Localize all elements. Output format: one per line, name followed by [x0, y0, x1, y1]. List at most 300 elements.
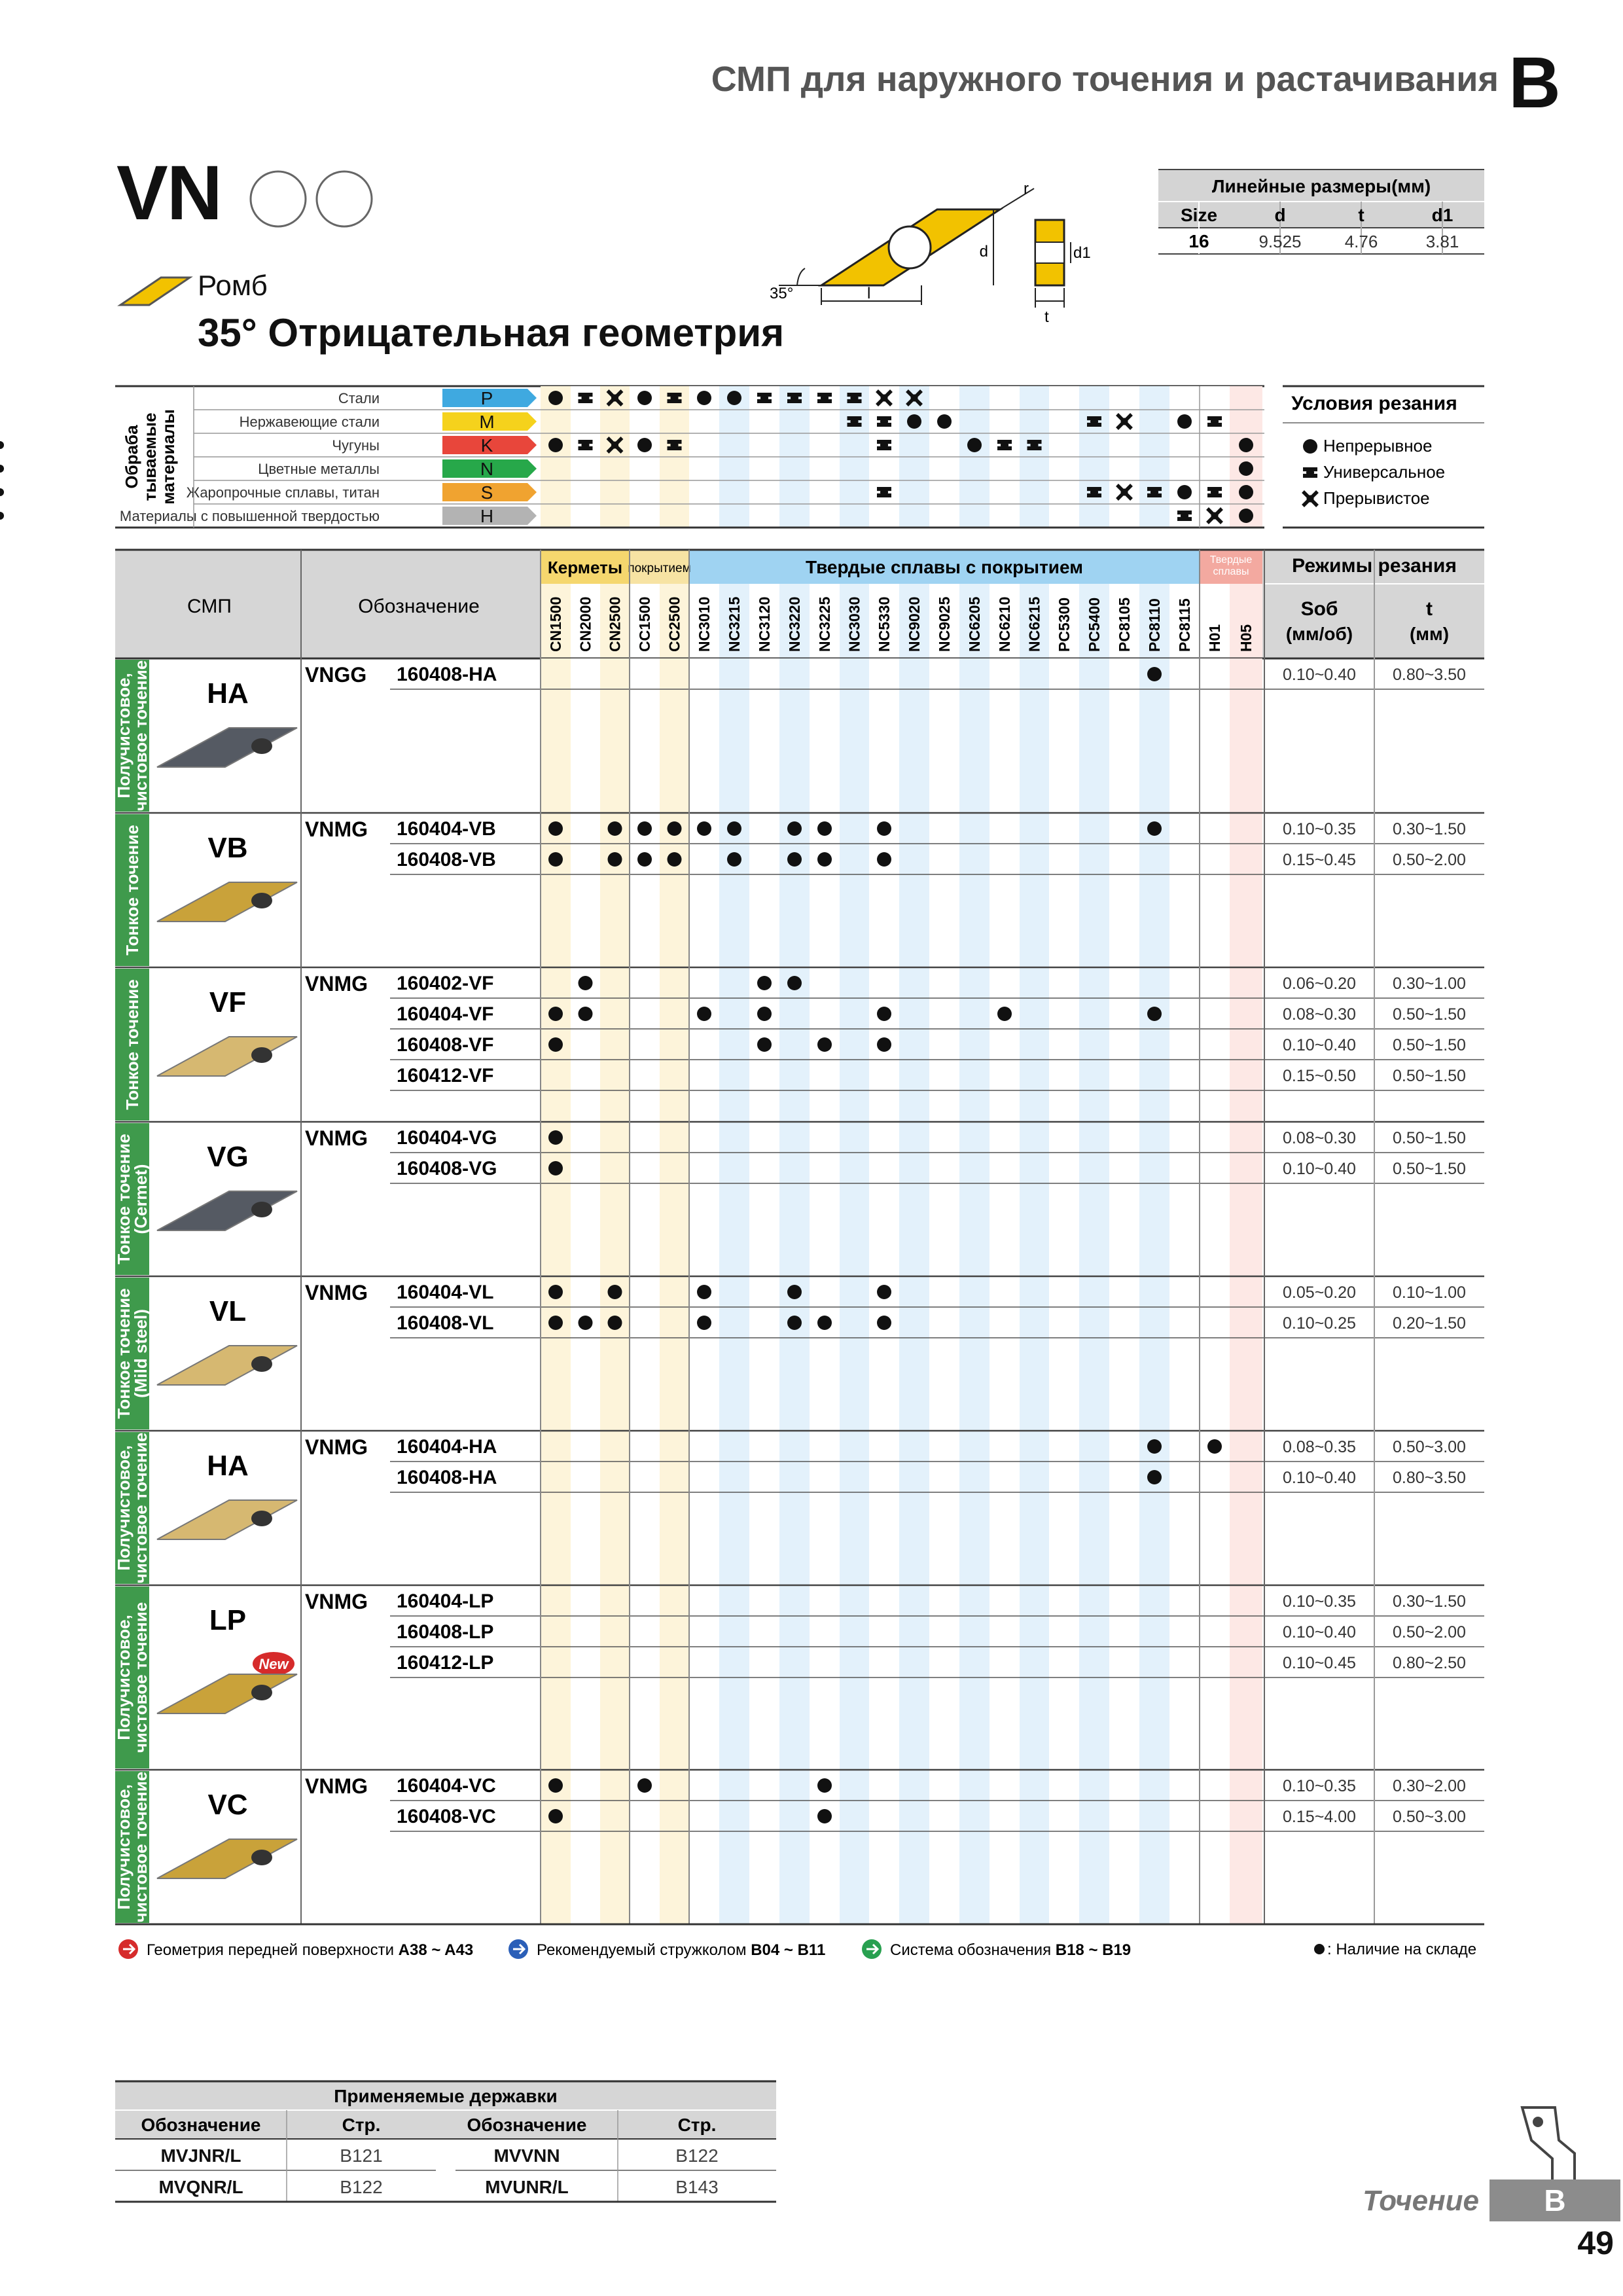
group-side-line: Тонкое точение [114, 1134, 134, 1265]
mat-symbol [1239, 461, 1253, 476]
holders-title: Применяемые державки [334, 2086, 558, 2106]
stock-dot [697, 1007, 711, 1021]
group-side-label [114, 1433, 151, 1583]
insert-hole [251, 738, 272, 754]
grade-label: PC8110 [1146, 598, 1163, 652]
designation: 160408-VC [397, 1806, 496, 1827]
grade-label: CC2500 [666, 596, 683, 652]
group-side-label [114, 1602, 151, 1753]
group-side-label [114, 660, 151, 811]
stock-dot [1147, 821, 1162, 836]
feed-value: 0.10~0.40 [1283, 1036, 1356, 1054]
section-letter: B [1508, 43, 1561, 123]
holders-header: Стр. [677, 2115, 717, 2135]
material-code: N [480, 459, 494, 479]
designation-prefix: VNMG [305, 1435, 368, 1459]
grade-label: NC6210 [996, 596, 1013, 652]
insert-picture [157, 882, 297, 922]
grade-col-bg [660, 658, 689, 1924]
insert-hole [251, 1511, 272, 1526]
stock-dot [637, 852, 652, 867]
insert-picture [157, 1500, 297, 1539]
stock-dot [727, 821, 741, 836]
feed-value: 0.15~0.45 [1283, 851, 1356, 869]
stock-dot [608, 821, 622, 836]
stock-dot [697, 821, 711, 836]
designation: 160408-VB [397, 849, 496, 870]
material-name: Нержавеющие стали [239, 414, 380, 430]
mat-symbol [697, 391, 711, 405]
mat-symbol [548, 438, 563, 452]
stock-dot [787, 821, 802, 836]
insert-diagram [759, 177, 1113, 327]
new-badge-label: New [259, 1656, 289, 1672]
grade-label: CN1500 [547, 596, 564, 652]
group-side-line: Получистовое, [114, 1445, 134, 1571]
stock-dot [697, 1285, 711, 1299]
stock-dot [579, 976, 593, 990]
mat-symbol [548, 391, 563, 405]
grade-col-bg [929, 658, 959, 1924]
stock-dot [877, 1037, 891, 1052]
dims-d1: 3.81 [1425, 232, 1459, 251]
mat-symbol-core [0, 488, 4, 496]
stock-dot [787, 976, 802, 990]
page-number: 49 [1577, 2225, 1614, 2261]
insert-code: LP [209, 1604, 247, 1636]
group-side-line: чистовое точение [131, 1771, 151, 1923]
stock-dot [548, 1007, 563, 1021]
grade-label: NC3010 [696, 596, 713, 652]
designation: 160404-LP [397, 1590, 494, 1612]
group-carbide-word: Твердые [1209, 554, 1253, 565]
depth-value: 0.50~1.50 [1393, 1005, 1466, 1024]
grade-label: H01 [1206, 624, 1223, 652]
grade-col-bg [1049, 658, 1079, 1924]
condition-symbol [1303, 492, 1317, 506]
depth-value: 0.10~1.00 [1393, 1283, 1466, 1302]
feed-value: 0.10~0.25 [1283, 1314, 1356, 1333]
designation-prefix: VNMG [305, 1774, 368, 1798]
stock-dot [877, 821, 891, 836]
dims-h-d1: d1 [1431, 205, 1454, 225]
stock-dot [548, 1809, 563, 1823]
group-coated: покрытием [628, 562, 691, 575]
stock-dot [579, 1316, 593, 1330]
depth-value: 0.50~2.00 [1393, 851, 1466, 869]
grade-label: NC6215 [1026, 596, 1043, 652]
stock-dot [757, 1037, 772, 1052]
insert-hole [251, 1850, 272, 1865]
grade-label: NC5330 [876, 596, 893, 652]
designation: 160408-HA [397, 664, 497, 685]
group-side-label [114, 1772, 151, 1922]
grade-col-bg [959, 658, 990, 1924]
stock-dot [817, 1809, 832, 1823]
dims-h-size: Size [1180, 205, 1218, 225]
designation-prefix: VNMG [305, 1281, 368, 1304]
insert-picture [157, 1037, 297, 1076]
stock-dot [817, 852, 832, 867]
grade-label: NC3120 [756, 596, 773, 652]
references-bar [0, 1931, 1623, 1970]
mat-symbol [637, 391, 652, 405]
dimensions-table [1158, 169, 1486, 258]
stock-dot [787, 1316, 802, 1330]
depth-value: 0.80~3.50 [1393, 666, 1466, 684]
group-side-label [122, 979, 142, 1109]
insert-picture [157, 1839, 297, 1878]
stock-dot [877, 852, 891, 867]
feed-value: 0.10~0.40 [1283, 1623, 1356, 1641]
stock-dot [787, 1285, 802, 1299]
designation: 160404-VG [397, 1127, 497, 1149]
t-label: t [1426, 598, 1433, 620]
designation: 160404-VB [397, 818, 496, 840]
material-name: Цветные металлы [258, 461, 380, 477]
grade-col-bg [1079, 658, 1109, 1924]
stock-dot [668, 821, 682, 836]
depth-value: 0.80~2.50 [1393, 1654, 1466, 1672]
group-side-line: Тонкое точение [122, 979, 142, 1110]
stock-dot [727, 852, 741, 867]
stock-dot [1147, 1007, 1162, 1021]
designation: 160412-LP [397, 1652, 494, 1674]
reference-text: Рекомендуемый стружколом [537, 1941, 751, 1959]
stock-dot [817, 1316, 832, 1330]
diagram-l: l [867, 285, 871, 302]
stock-note: : Наличие на складе [1327, 1941, 1477, 1958]
insert-hole [251, 893, 272, 908]
stock-dot [637, 1778, 652, 1793]
insert-code: VF [209, 986, 247, 1018]
shape-label: Ромб [198, 270, 268, 302]
mat-symbol [1239, 509, 1253, 523]
grade-label: PC8115 [1176, 598, 1193, 652]
mat-symbol [0, 512, 4, 520]
insert-picture [157, 1191, 297, 1230]
mat-symbol [1177, 414, 1192, 429]
mat-symbol [967, 438, 982, 452]
insert-code: HA [207, 677, 249, 709]
material-name: Чугуны [332, 437, 380, 454]
depth-value: 0.20~1.50 [1393, 1314, 1466, 1333]
material-code: S [480, 482, 493, 503]
mat-symbol [907, 414, 921, 429]
grade-col-bg [1109, 658, 1139, 1924]
designation: 160408-VF [397, 1034, 494, 1056]
stock-dot [877, 1316, 891, 1330]
feed-value: 0.06~0.20 [1283, 975, 1356, 993]
group-carbide-coated: Твердые сплавы с покрытием [806, 557, 1083, 577]
mat-symbol [637, 438, 652, 452]
mat-symbol [1239, 438, 1253, 452]
grade-col-bg [1169, 658, 1200, 1924]
depth-value: 0.80~3.50 [1393, 1469, 1466, 1487]
feed-value: 0.10~0.45 [1283, 1654, 1356, 1672]
grade-label: PC5300 [1056, 597, 1073, 652]
material-side-label [122, 409, 178, 505]
holders-header: Обозначение [467, 2115, 587, 2135]
reference-text: Геометрия передней поверхности [147, 1941, 399, 1959]
mat-symbol [937, 414, 952, 429]
feed-value: 0.08~0.30 [1283, 1129, 1356, 1147]
condition-label: Прерывистое [1323, 488, 1430, 508]
grade-col-bg [571, 658, 600, 1924]
feed-value: 0.15~4.00 [1283, 1808, 1356, 1826]
designation: 160408-VG [397, 1158, 497, 1179]
holders-table [115, 2080, 783, 2211]
feed-value: 0.08~0.30 [1283, 1005, 1356, 1024]
grade-col-bg [1020, 658, 1049, 1924]
designation: 160408-VL [397, 1312, 494, 1334]
material-code: K [480, 435, 493, 456]
holder-code: MVJNR/L [160, 2145, 241, 2166]
depth-value: 0.30~2.00 [1393, 1777, 1466, 1795]
holder-page: B122 [675, 2145, 719, 2166]
holder-page: B121 [340, 2145, 383, 2166]
holder-code: MVUNR/L [485, 2177, 569, 2197]
grade-label: CN2000 [577, 596, 594, 652]
material-code: M [479, 412, 495, 432]
reference-pages: A38 ~ A43 [398, 1941, 474, 1959]
material-side-word: Обраба [122, 425, 141, 489]
group-side-line: чистовое точение [131, 660, 151, 812]
dims-title: Линейные размеры(мм) [1211, 176, 1431, 196]
mat-symbol [0, 441, 4, 449]
stock-dot [548, 1130, 563, 1145]
stock-dot [548, 852, 563, 867]
stock-dot [1147, 1439, 1162, 1454]
stock-dot [548, 1285, 563, 1299]
group-side-line: Тонкое точение [122, 825, 142, 956]
designation: 160408-HA [397, 1467, 497, 1488]
insert-hole [251, 1685, 272, 1700]
insert-picture [157, 1346, 297, 1385]
stock-dot [697, 1316, 711, 1330]
depth-value: 0.50~3.00 [1393, 1438, 1466, 1456]
group-side-line: Получистовое, [114, 1784, 134, 1910]
grade-label: PC5400 [1086, 597, 1103, 652]
mat-symbol-core [0, 465, 4, 473]
insert-code: VC [207, 1789, 248, 1821]
page-header: СМП для наружного точения и растачивания [711, 60, 1499, 99]
grade-col-bg [719, 658, 749, 1924]
col-designation: Обозначение [358, 596, 480, 617]
grade-label: NC3225 [816, 596, 833, 652]
col-smp: СМП [187, 596, 232, 617]
product-code: VN [116, 150, 221, 236]
insert-hole [251, 1202, 272, 1217]
designation: 160404-VC [397, 1775, 496, 1797]
condition-symbol [1303, 469, 1317, 476]
group-carbide [1210, 554, 1253, 577]
grade-label: PC8105 [1116, 597, 1133, 652]
depth-value: 0.30~1.50 [1393, 820, 1466, 838]
feed-value: 0.10~0.35 [1283, 1592, 1356, 1611]
stock-dot [817, 1037, 832, 1052]
feed-value: 0.10~0.40 [1283, 1469, 1356, 1487]
geometry-label: 35° Отрицательная геометрия [198, 311, 785, 355]
stock-dot [548, 1037, 563, 1052]
grade-col-bg [840, 658, 869, 1924]
designation: 160404-VF [397, 1003, 494, 1025]
grade-col-bg [990, 658, 1020, 1924]
turning-tool-icon [1516, 2101, 1588, 2186]
depth-value: 0.30~1.50 [1393, 1592, 1466, 1611]
stock-dot [877, 1007, 891, 1021]
material-code: H [480, 506, 494, 526]
grade-col-bg [749, 658, 779, 1924]
grade-label: NC6205 [966, 596, 983, 652]
group-carbide-word: сплавы [1213, 566, 1249, 577]
stock-dot [1147, 667, 1162, 681]
designation: 160408-LP [397, 1621, 494, 1643]
mat-symbol-core [0, 441, 4, 449]
dims-h-d: d [1274, 205, 1286, 225]
dims-h-t: t [1358, 205, 1364, 225]
material-name: Жаропрочные сплавы, титан [186, 484, 380, 501]
condition-symbol-cross [1303, 492, 1317, 506]
material-name: Материалы с повышенной твердостью [119, 508, 380, 524]
modes-title: Режимы резания [1292, 555, 1457, 577]
reference-link [147, 1941, 473, 1959]
stock-dot [548, 1316, 563, 1330]
mat-symbol [0, 465, 4, 473]
insert-picture [157, 1674, 297, 1713]
group-side-line: Тонкое точение [114, 1288, 134, 1419]
designation: 160404-HA [397, 1436, 497, 1458]
sob-unit: (мм/об) [1285, 624, 1353, 644]
conditions-title: Условия резания [1291, 393, 1457, 414]
stock-dot [548, 821, 563, 836]
stock-dot [817, 821, 832, 836]
condition-label: Универсальное [1323, 462, 1446, 482]
feed-value: 0.15~0.50 [1283, 1067, 1356, 1085]
group-side-label [122, 825, 142, 955]
diagram-t: t [1044, 308, 1049, 326]
mat-symbol [0, 488, 4, 496]
dims-size: 16 [1188, 231, 1209, 251]
material-code: P [480, 388, 493, 408]
grade-label: CN2500 [606, 596, 624, 652]
stock-dot [1207, 1439, 1222, 1454]
materials-table [0, 380, 1623, 530]
designation: 160404-VL [397, 1282, 494, 1303]
holder-code: MVVNN [493, 2145, 560, 2166]
stock-dot [997, 1007, 1012, 1021]
stock-dot [817, 1778, 832, 1793]
condition-label: Непрерывное [1323, 436, 1433, 456]
group-side-line: (Cermet) [131, 1164, 151, 1234]
mat-symbol-core [0, 512, 4, 520]
grade-label: NC9020 [906, 596, 923, 652]
depth-value: 0.50~2.00 [1393, 1623, 1466, 1641]
group-side-line: Получистовое, [114, 673, 134, 798]
diagram-r: r [1024, 180, 1029, 198]
group-side-line: (Mild steel) [131, 1309, 151, 1398]
grade-label: H05 [1238, 624, 1255, 652]
reference-pages: B18 ~ B19 [1055, 1941, 1132, 1959]
insert-code: HA [207, 1450, 249, 1482]
grade-label: NC3215 [726, 596, 743, 652]
material-side-word: тываемые [140, 412, 160, 501]
holders-header: Обозначение [141, 2115, 261, 2135]
grade-col-bg [1200, 658, 1230, 1924]
stock-dot [579, 1007, 593, 1021]
insert-code: VG [207, 1141, 249, 1173]
designation: 160412-VF [397, 1065, 494, 1086]
reference-text: Система обозначения [890, 1941, 1056, 1959]
sob-label: Sоб [1300, 598, 1338, 620]
depth-value: 0.50~1.50 [1393, 1160, 1466, 1178]
stock-dot [757, 1007, 772, 1021]
stock-dot [877, 1285, 891, 1299]
grade-col-bg [899, 658, 929, 1924]
mat-symbol [1177, 485, 1192, 499]
stock-dot-legend [1314, 1944, 1325, 1954]
feed-value: 0.10~0.40 [1283, 666, 1356, 684]
grade-label: NC9025 [936, 596, 953, 652]
stock-dot [608, 1316, 622, 1330]
group-side-line: чистовое точение [131, 1602, 151, 1753]
depth-value: 0.50~1.50 [1393, 1129, 1466, 1147]
feed-value: 0.10~0.40 [1283, 1160, 1356, 1178]
grade-label: CC1500 [636, 596, 653, 652]
condition-symbol [1303, 439, 1317, 454]
feed-value: 0.10~0.35 [1283, 820, 1356, 838]
insert-hole [251, 1356, 272, 1372]
insert-picture [157, 728, 297, 767]
feed-value: 0.10~0.35 [1283, 1777, 1356, 1795]
depth-value: 0.30~1.00 [1393, 975, 1466, 993]
dims-t: 4.76 [1344, 232, 1378, 251]
insert-code: VL [209, 1295, 247, 1327]
reference-pages: B04 ~ B11 [751, 1941, 826, 1959]
diagram-d1: d1 [1073, 244, 1091, 262]
stock-dot [668, 852, 682, 867]
designation: 160402-VF [397, 973, 494, 994]
reference-link [537, 1941, 825, 1959]
mat-symbol [1239, 485, 1253, 499]
grade-col-bg [630, 658, 660, 1924]
holder-code: MVQNR/L [158, 2177, 243, 2197]
footer-letter: B [1489, 2179, 1620, 2221]
depth-value: 0.50~1.50 [1393, 1067, 1466, 1085]
footer-section: Точение [1363, 2185, 1479, 2217]
inserts-table [0, 547, 1623, 1941]
stock-dot [608, 1285, 622, 1299]
designation-prefix: VNMG [305, 972, 368, 996]
t-unit: (мм) [1409, 624, 1450, 644]
designation-prefix: VNMG [305, 1126, 368, 1150]
stock-dot [787, 852, 802, 867]
grade-col-bg [810, 658, 840, 1924]
material-name: Стали [338, 390, 380, 406]
holder-page: B143 [675, 2177, 719, 2197]
grade-label: NC3220 [786, 596, 803, 652]
holders-header: Стр. [342, 2115, 381, 2135]
designation-prefix: VNMG [305, 1590, 368, 1613]
reference-link [890, 1941, 1131, 1959]
feed-value: 0.05~0.20 [1283, 1283, 1356, 1302]
material-side-word: материалы [158, 409, 178, 505]
stock-dot [757, 976, 772, 990]
grade-label: NC3030 [846, 596, 863, 652]
designation-prefix: VNMG [305, 817, 368, 841]
stock-dot [608, 852, 622, 867]
designation-prefix: VNGG [305, 663, 367, 687]
